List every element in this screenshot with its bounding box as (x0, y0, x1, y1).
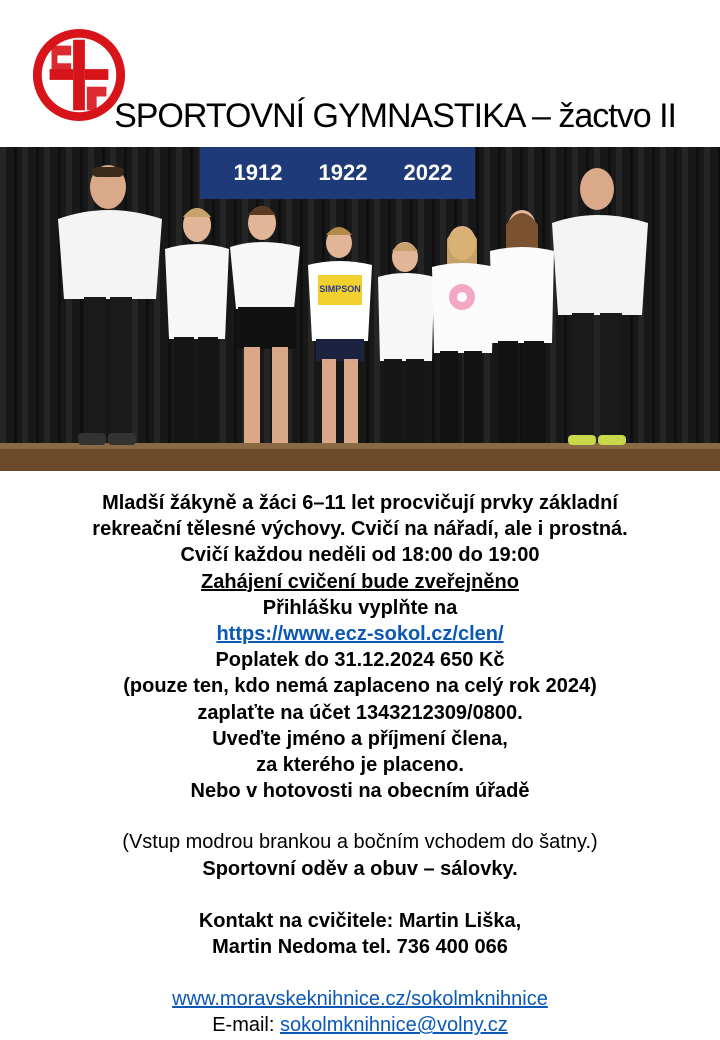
info-line-account: zaplaťte na účet 1343212309/0800. (197, 701, 523, 724)
info-text (0, 490, 720, 1039)
banner-year-1922: 1922 (318, 160, 368, 185)
shirt-print-text: SIMPSON (319, 284, 361, 294)
info-line-phone: Martin Nedoma tel. 736 400 066 (212, 936, 508, 959)
info-line-program: rekreační tělesné výchovy. Cvičí na nářadí, ale i prostná. (92, 518, 628, 541)
page-title: SPORTOVNÍ GYMNASTIKA – žactvo II (114, 97, 676, 135)
group-photo-illustration (0, 147, 720, 471)
info-line-fee-note: (pouze ten, kdo nemá zaplaceno na celý rok 2024) (123, 675, 597, 698)
info-line-name: Uveďte jméno a příjmení člena, (212, 727, 508, 750)
info-line-entrance: (Vstup modrou brankou a bočním vchodem do šatny.) (122, 831, 598, 854)
info-line-start: Zahájení cvičení bude zveřejněno (201, 570, 519, 593)
info-line-fee: Poplatek do 31.12.2024 650 Kč (215, 649, 505, 672)
info-line-cash: Nebo v hotovosti na obecním úřadě (190, 780, 530, 803)
banner-year-2022: 2022 (403, 160, 453, 185)
info-line-schedule: Cvičí každou neděli od 18:00 do 19:00 (180, 544, 540, 567)
info-line-clothing: Sportovní oděv a obuv – sálovky. (202, 857, 518, 880)
banner-year-1912: 1912 (233, 160, 283, 185)
email-label: E-mail: (212, 1014, 280, 1037)
stage-floor (0, 447, 720, 471)
info-line-age: Mladší žákyně a žáci 6–11 let procvičují prvky základní (102, 492, 618, 514)
info-line-paid-for: za kterého je placeno. (256, 754, 464, 777)
group-photo (0, 147, 720, 471)
registration-link[interactable]: https://www.ecz-sokol.cz/clen/ (216, 623, 504, 646)
info-line-contact: Kontakt na cvičitele: Martin Liška, (198, 909, 522, 932)
website-link[interactable]: www.moravskeknihnice.cz/sokolmknihnice (172, 988, 548, 1011)
email-link[interactable]: sokolmknihnice@volny.cz (280, 1014, 508, 1037)
info-line-register: Přihlášku vyplňte na (262, 596, 458, 619)
